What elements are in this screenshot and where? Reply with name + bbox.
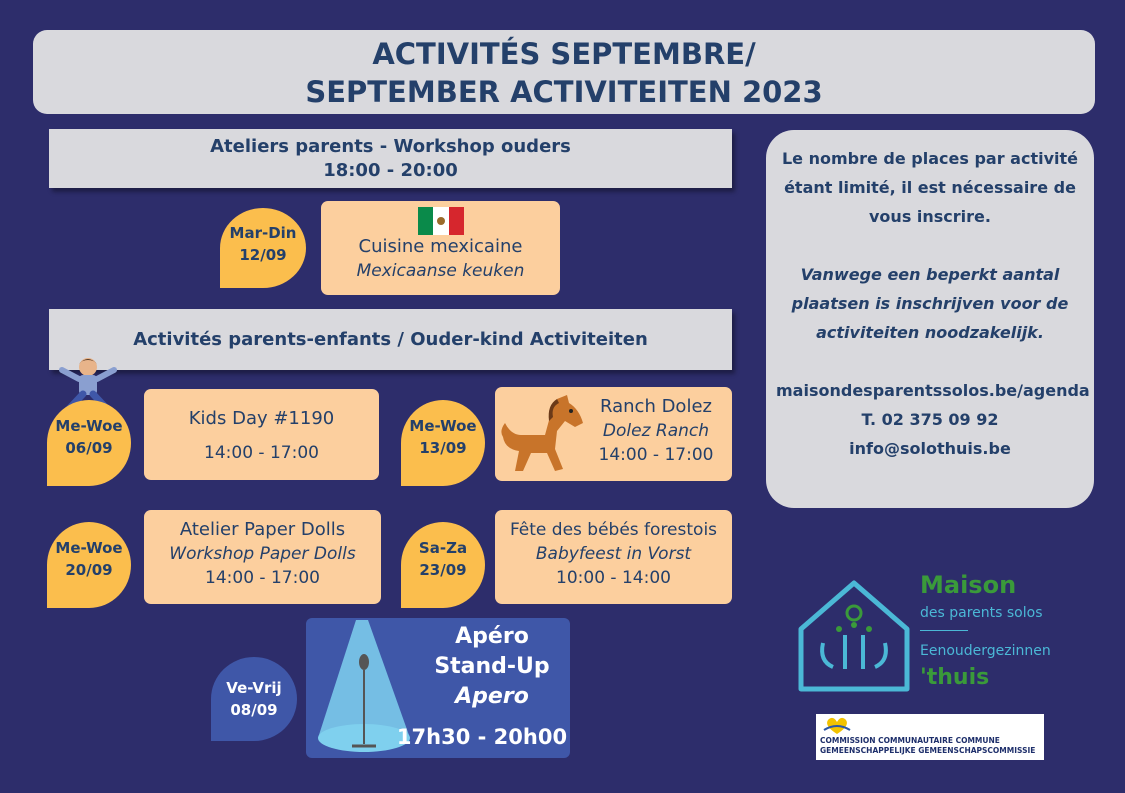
logo-thuis-text: 'thuis bbox=[920, 665, 990, 690]
babyfeest-date: 23/09 bbox=[419, 561, 467, 579]
info-nl-line-3 bbox=[776, 318, 1084, 347]
info-nl-line-1 bbox=[776, 260, 1084, 289]
logo-maison-text: Maison bbox=[920, 571, 1017, 599]
babyfeest-date-badge bbox=[401, 522, 485, 608]
workshop-time: 18:00 - 20:00 bbox=[323, 160, 458, 181]
paperdolls-name-nl-text: Workshop Paper Dolls bbox=[169, 544, 356, 564]
paperdolls-time: 14:00 - 17:00 bbox=[205, 568, 320, 588]
cocom-logo bbox=[816, 714, 1044, 760]
apero-line-3-text: Apero bbox=[455, 684, 529, 709]
babyfeest-date-label: Sa-Za bbox=[418, 539, 468, 557]
paperdolls-date: 20/09 bbox=[65, 561, 113, 579]
page-title bbox=[33, 30, 1095, 114]
ranch-text bbox=[585, 395, 727, 467]
apero-time: 17h30 - 20h00 bbox=[396, 725, 568, 749]
website-link[interactable]: maisondesparentssolos.be/agenda bbox=[776, 381, 1090, 400]
kidsday-time: 14:00 - 17:00 bbox=[204, 443, 319, 463]
logo-nl-text: Eenoudergezinnen bbox=[920, 643, 1051, 659]
paperdolls-name-nl bbox=[144, 542, 381, 566]
logo-divider bbox=[920, 630, 968, 631]
paperdolls-card[interactable] bbox=[144, 510, 381, 604]
babyfeest-time: 10:00 - 14:00 bbox=[556, 568, 671, 588]
family-title: Activités parents-enfants / Ouder-kind Activiteiten bbox=[133, 329, 648, 350]
apero-date: 08/09 bbox=[230, 701, 278, 719]
info-fr-line-3: vous inscrire. bbox=[869, 207, 991, 226]
workshop-title: Ateliers parents - Workshop ouders bbox=[210, 136, 571, 157]
info-fr-line-1: Le nombre de places par activité bbox=[781, 149, 1078, 168]
title-line-1: ACTIVITÉS SEPTEMBRE/ bbox=[372, 37, 756, 71]
workshop-section-header bbox=[49, 129, 732, 188]
info-fr-line-2: étant limité, il est nécessaire de bbox=[784, 178, 1076, 197]
cuisine-date-badge bbox=[220, 208, 306, 288]
title-line-2: SEPTEMBER ACTIVITEITEN 2023 bbox=[305, 75, 823, 109]
heart-logo-icon bbox=[822, 716, 852, 736]
ranch-date-badge bbox=[401, 400, 485, 486]
mexico-flag-icon bbox=[418, 207, 464, 235]
paperdolls-date-badge bbox=[47, 522, 131, 608]
apero-line-2: Stand-Up bbox=[434, 654, 550, 679]
apero-line-1: Apéro bbox=[455, 624, 529, 649]
paperdolls-name-fr: Atelier Paper Dolls bbox=[179, 519, 346, 540]
kidsday-date-label: Me-Woe bbox=[55, 417, 123, 435]
kidsday-name: Kids Day #1190 bbox=[188, 408, 335, 429]
cuisine-card[interactable] bbox=[321, 201, 560, 295]
ranch-time: 14:00 - 17:00 bbox=[598, 445, 714, 465]
ranch-date-label: Me-Woe bbox=[409, 417, 477, 435]
family-section-header bbox=[49, 309, 732, 370]
babyfeest-name-nl bbox=[495, 542, 732, 566]
babyfeest-name-nl-text: Babyfeest in Vorst bbox=[535, 544, 692, 564]
info-nl-line-2-text: plaatsen is inschrijven voor de bbox=[791, 294, 1069, 313]
kidsday-date: 06/09 bbox=[65, 439, 113, 457]
maison-house-logo-icon bbox=[793, 577, 915, 693]
ranch-name-nl bbox=[585, 419, 727, 443]
logo-parents-text: des parents solos bbox=[920, 605, 1043, 621]
cocom-line-2: GEMEENSCHAPPELIJKE GEMEENSCHAPSCOMMISSIE bbox=[820, 746, 1036, 755]
registration-info-box bbox=[766, 130, 1094, 508]
cuisine-name-nl-text: Mexicaanse keuken bbox=[356, 261, 525, 281]
cuisine-name-fr: Cuisine mexicaine bbox=[358, 236, 523, 257]
kidsday-date-badge bbox=[47, 400, 131, 486]
info-nl-line-2 bbox=[776, 289, 1084, 318]
ranch-name-fr: Ranch Dolez bbox=[600, 396, 712, 417]
kidsday-card[interactable] bbox=[144, 389, 379, 480]
cocom-line-1: COMMISSION COMMUNAUTAIRE COMMUNE bbox=[820, 736, 1000, 745]
apero-line-3 bbox=[416, 682, 568, 712]
cuisine-date-label: Mar-Din bbox=[229, 224, 297, 242]
horse-icon bbox=[495, 391, 590, 479]
apero-text bbox=[416, 622, 568, 712]
info-nl-line-3-text: activiteiten noodzakelijk. bbox=[816, 323, 1044, 342]
paperdolls-date-label: Me-Woe bbox=[55, 539, 123, 557]
apero-date-badge bbox=[211, 657, 297, 741]
apero-card[interactable] bbox=[306, 618, 570, 758]
cuisine-name-nl bbox=[321, 259, 560, 283]
apero-date-label: Ve-Vrij bbox=[226, 679, 282, 697]
ranch-name-nl-text: Dolez Ranch bbox=[602, 421, 710, 441]
cocom-text bbox=[820, 736, 1035, 756]
phone-number[interactable]: T. 02 375 09 92 bbox=[861, 410, 999, 429]
ranch-card[interactable] bbox=[495, 387, 732, 481]
ranch-date: 13/09 bbox=[419, 439, 467, 457]
info-nl-line-1-text: Vanwege een beperkt aantal bbox=[800, 265, 1060, 284]
email-link[interactable]: info@solothuis.be bbox=[849, 439, 1011, 458]
babyfeest-name-fr: Fête des bébés forestois bbox=[509, 520, 718, 540]
babyfeest-card[interactable] bbox=[495, 510, 732, 604]
cuisine-date: 12/09 bbox=[239, 246, 287, 264]
